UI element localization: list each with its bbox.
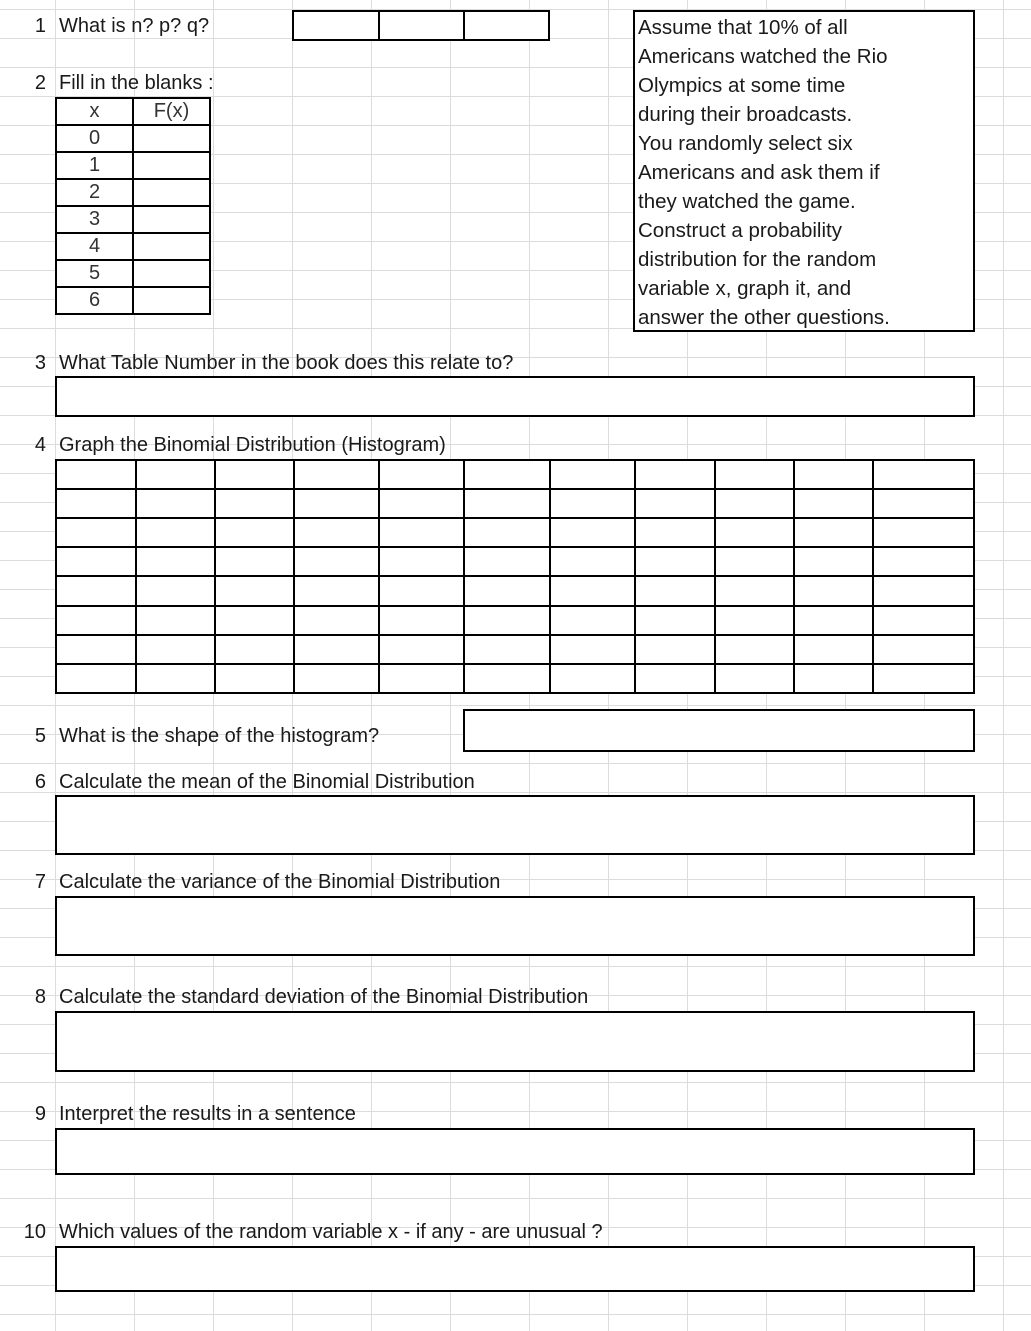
question-number-4: 4 [34,434,46,456]
question-3-text: What Table Number in the book does this relate to? [59,352,514,374]
answer-box-10[interactable] [55,1246,975,1292]
fx-input-cell[interactable] [133,179,210,206]
grid-line [57,634,973,636]
fx-input-cell[interactable] [133,233,210,260]
header-fx: F(x) [133,98,210,125]
question-4-text: Graph the Binomial Distribution (Histogram) [59,434,446,456]
fx-input-cell[interactable] [133,206,210,233]
answer-box-6[interactable] [55,795,975,855]
passage-line: variable x, graph it, and [638,277,852,300]
x-value: 3 [56,206,133,233]
answer-q-cell[interactable] [463,10,550,41]
table-row [56,179,210,206]
question-number-7: 7 [34,871,46,893]
header-x: x [56,98,133,125]
x-value: 4 [56,233,133,260]
passage-line: distribution for the random [638,248,877,271]
fx-input-cell[interactable] [133,260,210,287]
passage-line: Americans and ask them if [638,161,880,184]
passage-line: You randomly select six [638,132,853,155]
x-value: 6 [56,287,133,314]
question-1-text: What is n? p? q? [59,15,210,37]
answer-box-8[interactable] [55,1011,975,1072]
table-row [56,125,210,152]
x-value: 0 [56,125,133,152]
question-6-text: Calculate the mean of the Binomial Distribution [59,771,475,793]
fx-input-cell[interactable] [133,125,210,152]
table-row [56,287,210,314]
table-header-row [56,98,210,125]
question-number-8: 8 [34,986,46,1008]
passage-line: Construct a probability [638,219,842,242]
probability-table [55,97,211,315]
question-number-2: 2 [34,72,46,94]
passage-line: during their broadcasts. [638,103,853,126]
question-9-text: Interpret the results in a sentence [59,1103,356,1125]
answer-p-cell[interactable] [378,10,465,41]
histogram-grid[interactable] [55,459,975,694]
answer-box-9[interactable] [55,1128,975,1175]
passage-line: Assume that 10% of all [638,16,848,39]
x-value: 2 [56,179,133,206]
passage-line: Americans watched the Rio [638,45,888,68]
grid-line [57,663,973,665]
grid-line [57,546,973,548]
answer-box-5[interactable] [463,709,975,752]
answer-box-3[interactable] [55,376,975,417]
answer-box-7[interactable] [55,896,975,956]
grid-line [57,575,973,577]
question-number-1: 1 [34,15,46,37]
question-2-text: Fill in the blanks : [59,72,214,94]
table-row [56,152,210,179]
question-8-text: Calculate the standard deviation of the Binomial Distribution [59,986,589,1008]
grid-line [57,488,973,490]
problem-statement [633,10,975,332]
passage-line: answer the other questions. [638,306,890,329]
grid-line [57,605,973,607]
question-number-9: 9 [34,1103,46,1125]
table-row [56,233,210,260]
fx-input-cell[interactable] [133,287,210,314]
question-7-text: Calculate the variance of the Binomial Distribution [59,871,501,893]
table-row [56,206,210,233]
fx-input-cell[interactable] [133,152,210,179]
question-number-6: 6 [34,771,46,793]
grid-line [57,517,973,519]
passage-line: they watched the game. [638,190,856,213]
question-number-10: 10 [23,1221,46,1243]
question-number-5: 5 [34,725,46,747]
question-5-text: What is the shape of the histogram? [59,725,380,747]
table-row [56,260,210,287]
question-10-text: Which values of the random variable x - if any - are unusual ? [59,1221,603,1243]
passage-line: Olympics at some time [638,74,846,97]
x-value: 5 [56,260,133,287]
answer-n-cell[interactable] [292,10,380,41]
question-number-3: 3 [34,352,46,374]
x-value: 1 [56,152,133,179]
